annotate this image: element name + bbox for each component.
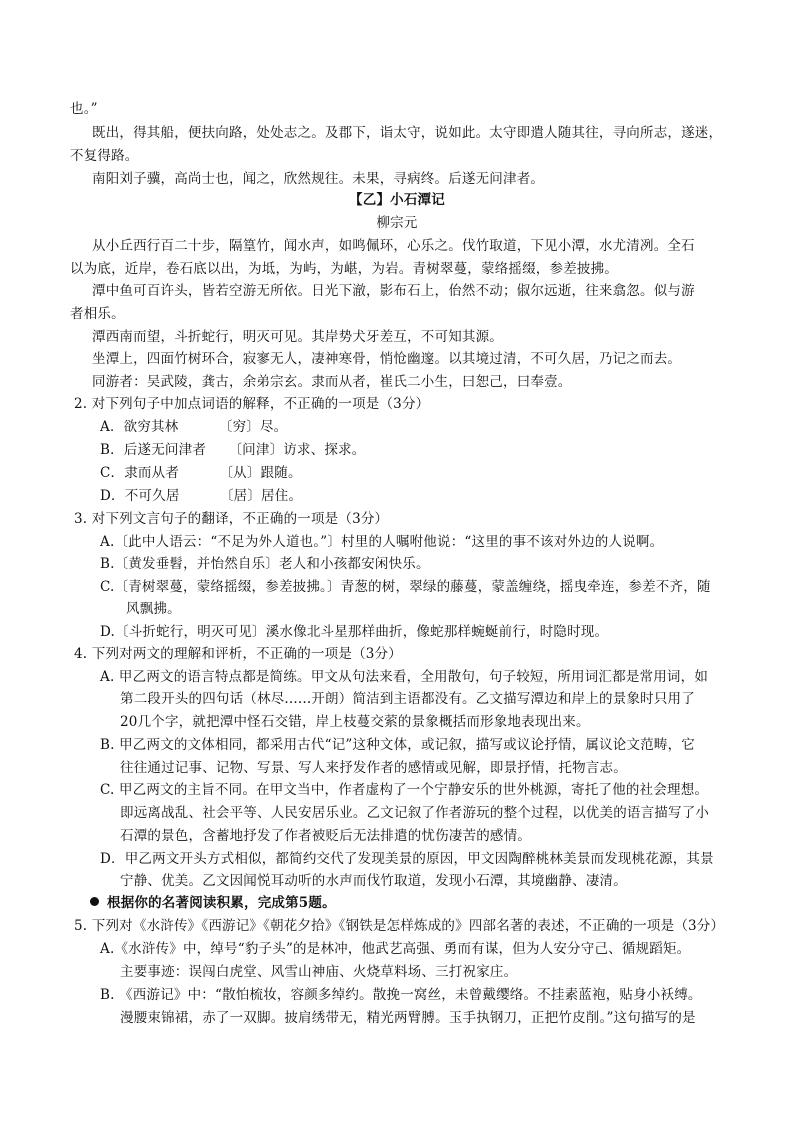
passage-b-line: 同游者：吴武陵，龚古，余弟宗玄。隶而从者，崔氏二小生，曰恕己，曰奉壹。 (92, 374, 572, 390)
passage-b-line: 以为底，近岸，卷石底以出，为坻，为屿，为嵁，为岩。青树翠蔓，蒙络摇缀，参差披拂。 (70, 261, 618, 277)
question-4-option-b: B. 甲乙两文的文体相同，都采用古代“记”这种文体，或记叙，描写或议论抒情，属议论文范畴，它 (100, 737, 696, 753)
question-2-option-c: C．隶而从者 〔从〕跟随。 (100, 465, 302, 481)
passage-b-line: 从小丘西行百二十步，隔篁竹，闻水声，如鸣佩环，心乐之。伐竹取道，下见小潭，水尤清冽。全石 (92, 238, 695, 254)
question-4-option-d: D．甲乙两文开头方式相似，都简约交代了发现美景的原因，甲文因陶醉桃林美景而发现桃花源，其景 (100, 851, 714, 867)
question-4-option-a-cont: 第二段开头的四句话（林尽......开朗）简洁到主语都没有。乙文描写潭边和岸上的景象时只用了 (120, 691, 695, 707)
bullet-icon (90, 897, 99, 906)
question-3-option-a: A.〔此中人语云：“不足为外人道也。”〕村里的人嘱咐他说：“这里的事不该对外边的人说啊。 (100, 534, 664, 550)
question-3-option-d: D.〔斗折蛇行，明灭可见〕溪水像北斗星那样曲折，像蛇那样蜿蜒前行，时隐时现。 (100, 624, 609, 640)
question-4-option-b-cont: 往往通过记事、记物、写景、写人来抒发作者的感情或见解，即景抒情，托物言志。 (120, 760, 627, 776)
passage-b-author: 柳宗元 (376, 215, 418, 231)
question-4-stem: 4. 下列对两文的理解和评析，不正确的一项是（3分） (74, 646, 402, 662)
question-4-option-c-cont: 石潭的景色，含蓄地抒发了作者被贬后无法排遣的忧伤凄苦的感情。 (120, 828, 531, 844)
question-2-option-d: D．不可久居 〔居〕居住。 (100, 488, 303, 504)
passage-a-line: 不复得路。 (70, 148, 139, 164)
passage-b-line: 潭西南而望，斗折蛇行，明灭可见。其岸势犬牙差互，不可知其源。 (92, 329, 503, 345)
question-4-option-a-cont: 20几个字，就把潭中怪石交错，岸上枝蔓交萦的景象概括而形象地表现出来。 (120, 714, 590, 730)
passage-a-line: 南阳刘子骥，高尚士也，闻之，欣然规往。未果，寻病终。后遂无问津者。 (92, 171, 545, 187)
passage-b-title: 【乙】小石潭记 (349, 192, 445, 208)
section-note-text: 根据你的名著阅读积累，完成第5题。 (107, 895, 336, 911)
passage-b-line: 坐潭上，四面竹树环合，寂寥无人，凄神寒骨，悄怆幽邃。以其境过清，不可久居，乃记之而去。 (92, 351, 682, 367)
question-4-option-d-cont: 宁静、优美。乙文因闻悦耳动听的水声而伐竹取道，发现小石潭，其境幽静、凄清。 (120, 873, 627, 889)
question-2-option-a: A．欲穷其林 〔穷〕尽。 (100, 419, 288, 435)
question-3-option-c-cont: 风飘拂。 (126, 601, 181, 617)
question-2-option-b: B．后遂无问津者 〔问津〕访求、探求。 (100, 442, 366, 458)
passage-b-line: 潭中鱼可百许头，皆若空游无所依。日光下澈，影布石上，佁然不动；俶尔远逝，往来翕忽。似与游 (92, 283, 695, 299)
question-4-option-c-cont: 即远离战乱、社会平等、人民安居乐业。乙文记叙了作者游玩的整个过程，以优美的语言描写了小 (120, 805, 710, 821)
section-note (90, 894, 336, 912)
passage-a-line: 也。” (70, 101, 98, 117)
question-5-option-b: B. 《西游记》中：“散怕梳妆，容颜多绰约。散挽一窝丝，未曾戴缨络。不挂素蓝袍，贴身小袄缚。 (100, 987, 702, 1003)
question-3-stem: 3. 对下列文言句子的翻译，不正确的一项是（3分） (74, 511, 389, 527)
question-2-stem: 2. 对下列句子中加点词语的解释，不正确的一项是（3分） (74, 396, 430, 412)
question-4-option-c: C. 甲乙两文的主旨不同。在甲文当中，作者虚构了一个宁静安乐的世外桃源，寄托了他的社会理想。 (100, 782, 709, 798)
question-5-stem: 5. 下列对《水浒传》《西游记》《朝花夕拾》《钢铁是怎样炼成的》四部名著的表述，不正确的一项是（3分） (74, 918, 725, 934)
question-4-option-a: A. 甲乙两文的语言特点都是简练。甲文从句法来看，全用散句，句子较短，所用词汇都是常用词，如 (100, 669, 709, 685)
question-3-option-c: C.〔青树翠蔓，蒙络摇缀，参差披拂。〕青葱的树，翠绿的藤蔓，蒙盖缠绕，摇曳牵连，参差不齐，随 (100, 579, 711, 595)
question-5-option-b-cont: 漫腰束锦裙，赤了一双脚。披肩绣带无，精光两臂膊。玉手执钢刀，正把竹皮削。”这句描写的是 (120, 1010, 696, 1026)
question-5-option-a: A.《水浒传》中，绰号“豹子头”的是林冲，他武艺高强、勇而有谋，但为人安分守己、循规蹈矩。 (100, 941, 691, 957)
question-3-option-b: B.〔黄发垂髫，并怡然自乐〕老人和小孩都安闲快乐。 (100, 556, 430, 572)
passage-b-line: 者相乐。 (70, 306, 125, 322)
question-5-option-a-cont: 主要事迹：误闯白虎堂、风雪山神庙、火烧草料场、三打祝家庄。 (120, 964, 518, 980)
passage-a-line: 既出，得其船，便扶向路，处处志之。及郡下，诣太守，说如此。太守即遣人随其往，寻向所志，遂迷， (92, 125, 723, 141)
